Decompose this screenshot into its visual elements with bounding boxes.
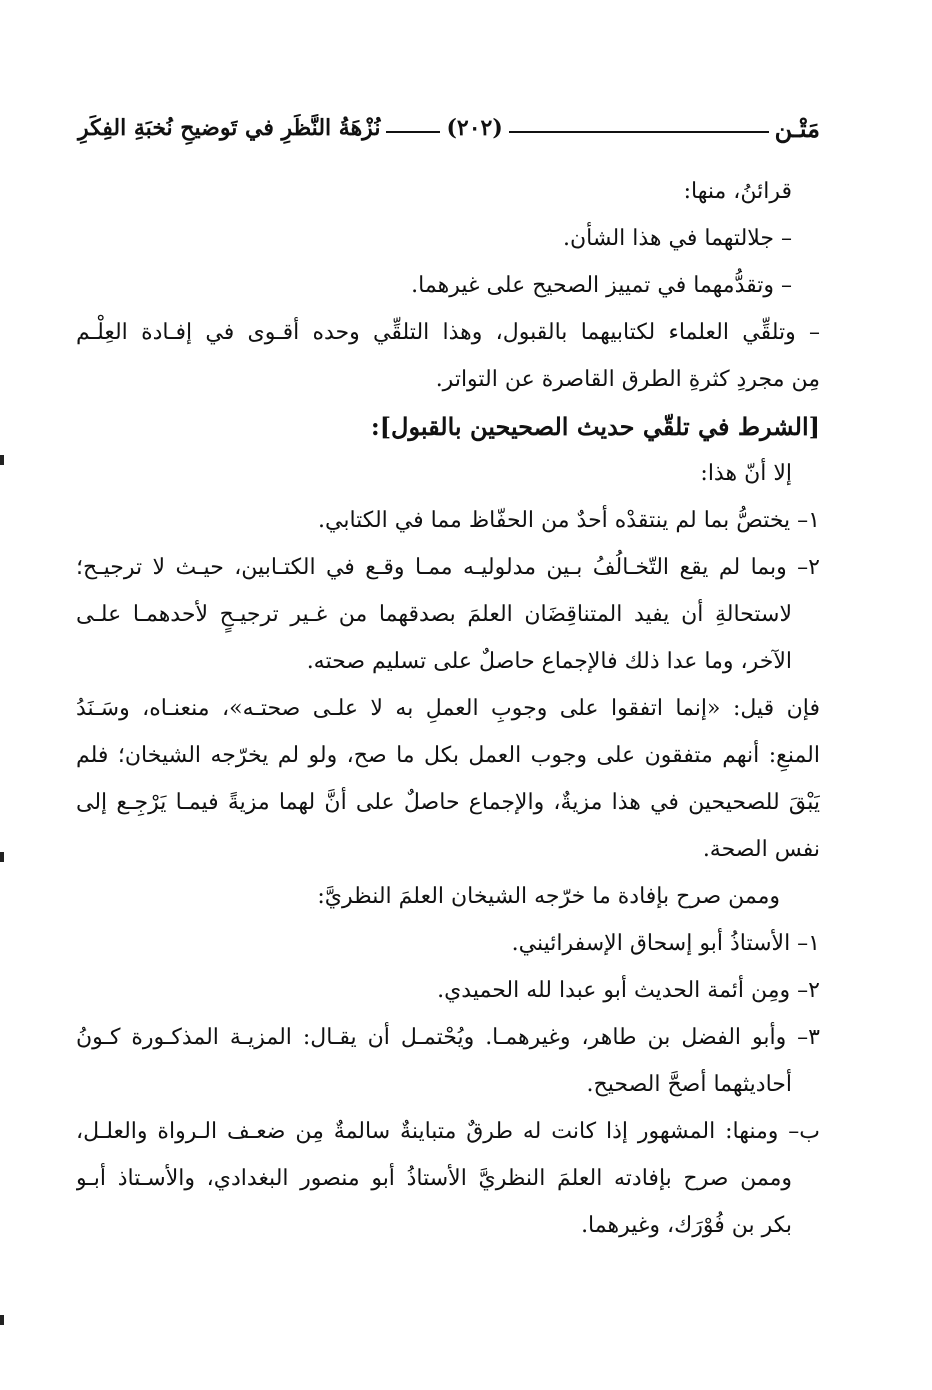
text-line: وممن صرح بإفادته العلمَ النظريَّ الأستاذُ أبو منصور البغدادي، والأسـتاذ أبـو	[76, 1166, 792, 1191]
list-item: ٢– وبما لم يقع التّخـالُفُ بـين مدلوليـه ممـا وقـع في الكتـابين، حيـث لا ترجيـح؛	[76, 555, 820, 580]
book-title: نُزْهَةُ النَّظَرِ في تَوضيحِ نُخبَةِ الفِكَرِ	[78, 115, 381, 141]
text-line: نفس الصحة.	[702, 837, 820, 862]
list-item: – وتقدُّمهما في تمييز الصحيح على غيرهما.	[411, 273, 792, 298]
text-line: لاستحالةِ أن يفيد المتناقِضَان العلمَ بصدقهما من غـير ترجيـحٍ لأحدهمـا علـى	[76, 602, 792, 627]
list-item: ٣– وأبو الفضل بن طاهر، وغيرهمـا. ويُحْتمـل أن يقـال: المزيـة المذكـورة كـونُ	[76, 1025, 820, 1050]
text-line: الآخر، وما عدا ذلك فالإجماع حاصلٌ على تسليم صحته.	[306, 649, 792, 674]
text-line: أحاديثهما أصحَّ الصحيح.	[586, 1072, 792, 1097]
text-line: يَبْقَ للصحيحين في هذا مزيةٌ، والإجماع حاصلٌ على أنَّ لهما مزيةً فيمـا يَرْجِـع إلى	[76, 790, 820, 815]
header-rule	[386, 131, 440, 133]
text-line: بكر بن فُوْرَك، وغيرهما.	[581, 1213, 792, 1238]
list-item: ١– الأستاذُ أبو إسحاق الإسفرائيني.	[511, 931, 820, 956]
scan-edge-mark	[0, 852, 4, 862]
header-section-label: مَتْـن	[774, 113, 820, 143]
text-line: وممن صرح بإفادة ما خرّجه الشيخان العلمَ النظريَّ:	[317, 884, 780, 909]
text-line: قرائنُ، منها:	[683, 179, 792, 204]
list-item: ١– يختصُّ بما لم ينتقدْه أحدٌ من الحفّاظ مما في الكتابي.	[318, 508, 820, 533]
list-item: ب– ومنها: المشهور إذا كانت له طرقٌ متباينةٌ سالمةٌ مِن ضعـف الـرواة والعلـل،	[76, 1119, 820, 1144]
page-body	[76, 168, 820, 1249]
scan-edge-mark	[0, 1315, 4, 1325]
list-item: ٢– ومِن أئمة الحديث أبو عبدا لله الحميدي.	[437, 978, 820, 1003]
running-header	[78, 108, 820, 148]
text-line: فإن قيل: «إنما اتفقوا على وجوبِ العملِ به لا علـى صحتـه»، منعنـاه، وسَـنَدُ	[76, 696, 820, 721]
list-item: – جلالتهما في هذا الشأن.	[562, 226, 792, 251]
scan-edge-mark	[0, 455, 4, 465]
page-number: (٢٠٢)	[446, 115, 503, 141]
text-line: إلا أنّ هذا:	[700, 461, 792, 486]
text-line: مِن مجردِ كثرةِ الطرق القاصرة عن التواتر.	[435, 367, 820, 392]
text-line: المنعِ: أنهم متفقون على وجوب العمل بكل ما صح، ولو لم يخرّجه الشيخان؛ فلم	[76, 743, 820, 768]
list-item: – وتلقِّي العلماء لكتابيهما بالقبول، وهذا التلقِّي وحده أقـوى في إفـادة العِلْـم	[76, 320, 820, 345]
section-heading: [الشرط في تلقّي حديث الصحيحين بالقبول]:	[370, 412, 820, 441]
header-rule	[509, 131, 769, 133]
